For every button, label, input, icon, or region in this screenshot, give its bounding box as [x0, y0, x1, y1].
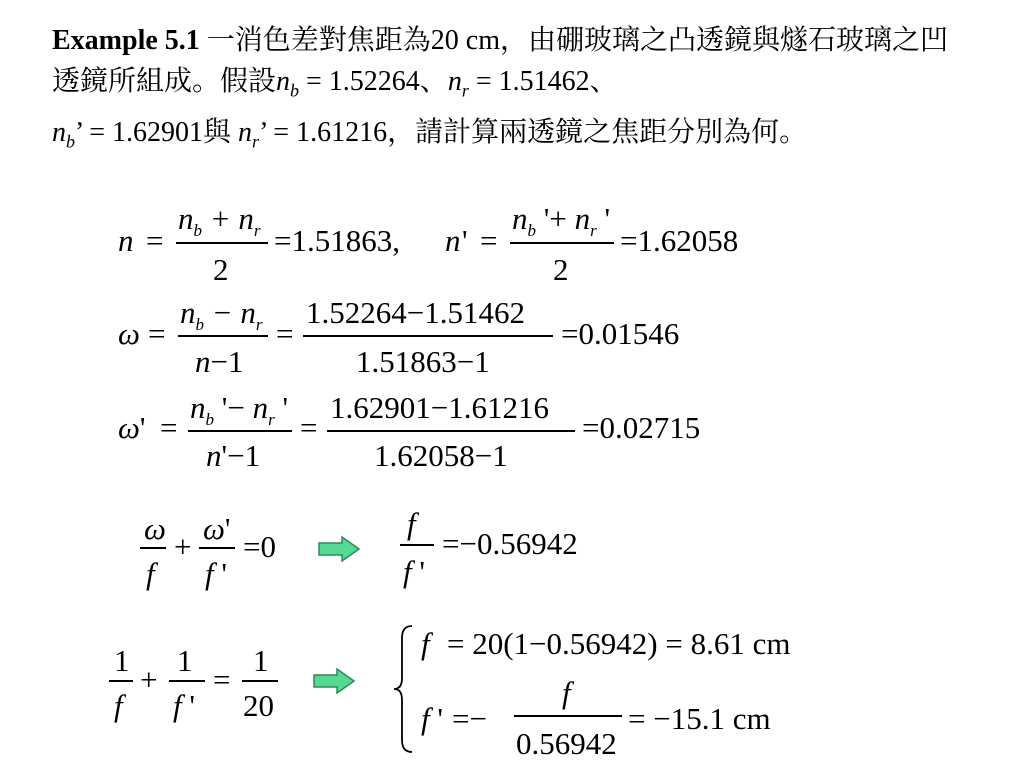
omega-prime-numerator: 1.62901−1.61216 [330, 390, 549, 425]
omega-numerator: 1.52264−1.51462 [306, 295, 525, 330]
omega-result: =0.01546 [561, 316, 680, 351]
f-ratio-result: =−0.56942 [442, 526, 578, 561]
omega-denominator: 1.51863−1 [356, 344, 490, 379]
omega-prime-result: =0.02715 [582, 410, 701, 445]
problem-text-1: 一消色差對焦距為20 cm，由硼玻璃之凸透鏡與燧石玻璃之凹透鏡所組成。假設 [52, 25, 948, 97]
f-value-line: = 20(1−0.56942) = 8.61 cm [447, 626, 791, 661]
example-label: Example 5.1 [52, 25, 200, 56]
nr-value: = 1.51462、 [468, 66, 618, 97]
n-prime-result: =1.62058 [620, 223, 739, 258]
nb-prime-value: ’ = 1.62901與 [75, 116, 239, 148]
n-result: =1.51863, [274, 223, 400, 258]
f-prime-denominator: 0.56942 [516, 726, 617, 761]
nb-value: = 1.52264、 [299, 66, 448, 97]
right-arrow-icon [318, 536, 360, 562]
achromat-result: =0 [243, 529, 276, 564]
nr-prime-value: ’ = 1.61216，請計算兩透鏡之焦距分別為何。 [259, 116, 808, 148]
f-prime-result: = −15.1 cm [628, 701, 771, 736]
problem-statement: Example 5.1 一消色差對焦距為20 cm，由硼玻璃之凸透鏡與燧石玻璃之凹透鏡所組成。假設$n_b = 1.52264$、$n_r = 1.51462$、 $n_b$’ = 1.62901與 $n_r$’ = 1.61216，請計算兩透鏡之焦距分別為何。 [52, 25, 948, 152]
omega-prime-denominator: 1.62058−1 [374, 438, 508, 473]
left-brace [392, 624, 414, 754]
right-arrow-icon [313, 668, 355, 694]
